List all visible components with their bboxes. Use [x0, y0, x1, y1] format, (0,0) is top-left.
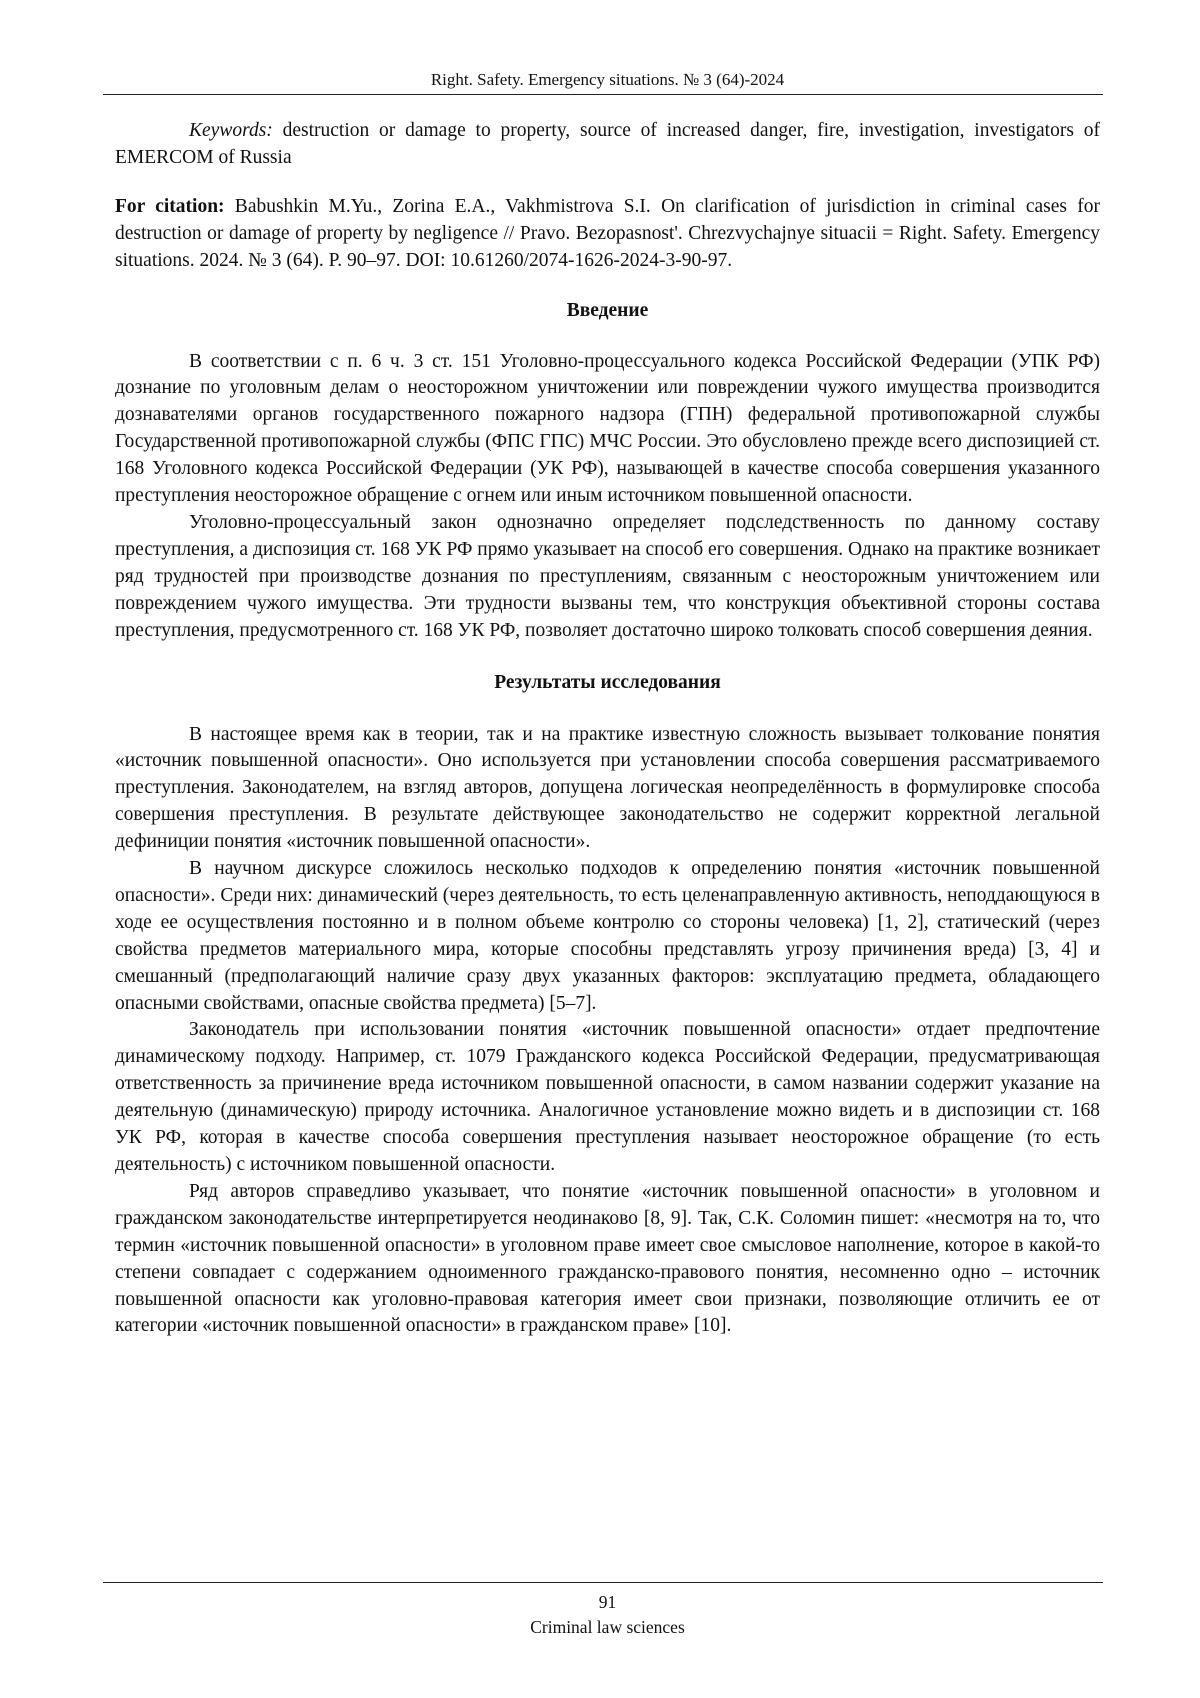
page-number: 91 [598, 1592, 617, 1612]
footer-rule [103, 1582, 1103, 1583]
footer-section-title: Criminal law sciences [530, 1617, 685, 1637]
paragraph: Законодатель при использовании понятия «источник повышенной опасности» отдает предпочтение динамическому подходу. Например, ст. 1079 Гражданского кодекса Российской Федерации, предусматривающая ответственность за причинение вреда источником повышенной опасности, в самом названии содержит указание на деятельную (динамическую) природу источника. Аналогичное установление можно видеть и в диспозиции ст. 168 УК РФ, которая в качестве способа совершения преступления называет неосторожное обращение (то есть деятельность) с источником повышенной опасности. [115, 1019, 1100, 1175]
keywords [115, 118, 1100, 172]
section-heading-intro: Введение [566, 299, 649, 321]
keywords-text: destruction or damage to property, source of increased danger, fire, investigation, investigators of EMERCOM of Russia [115, 120, 1100, 168]
section-heading-results: Результаты исследования [494, 671, 721, 693]
running-header: Right. Safety. Emergency situations. № 3 (64)-2024 [430, 70, 785, 89]
journal-page [115, 0, 1100, 1698]
citation-text: Babushkin M.Yu., Zorina E.A., Vakhmistrova S.I. On clarification of jurisdiction in criminal cases for destruction or damage of property by negligence // Pravo. Bezopasnost'. Chrezvychajnye situacii = Right. Safety. Emergency situations. 2024. № 3 (64). P. 90–97. DOI: 10.61260/2074-1626-2024-3-90-97. [115, 195, 1100, 271]
keywords-label: Keywords: [189, 120, 273, 141]
paragraph: В научном дискурсе сложилось несколько подходов к определению понятия «источник повышенной опасности». Среди них: динамический (через деятельность, то есть целенаправленную активность, неподдающуюся в ходе ее осуществления постоянно и в полном объеме контролю со стороны человека) [1, 2], статический (через свойства предметов материального мира, которые способны представлять угрозу причинения вреда) [3, 4] и смешанный (предполагающий наличие сразу двух указанных факторов: эксплуатацию предмета, обладающего опасными свойствами, опасные свойства предмета) [5–7]. [115, 858, 1100, 1014]
paragraph: Ряд авторов справедливо указывает, что понятие «источник повышенной опасности» в уголовном и гражданском законодательстве интерпретируется неодинаково [8, 9]. Так, С.К. Соломин пишет: «несмотря на то, что термин «источник повышенной опасности» в уголовном праве имеет свое смысловое наполнение, которое в какой-то степени совпадает с содержанием одноименного гражданско-правового понятия, несомненно одно – источник повышенной опасности как уголовно-правовая категория имеет свои признаки, позволяющие отличить ее от категории «источник повышенной опасности» в гражданском праве» [10]. [115, 1180, 1100, 1337]
citation-label: For citation: [115, 195, 225, 217]
citation [115, 194, 1100, 275]
header-rule [103, 94, 1103, 95]
paragraph: Уголовно-процессуальный закон однозначно определяет подследственность по данному составу преступления, а диспозиция ст. 168 УК РФ прямо указывает на способ его совершения. Однако на практике возникает ряд трудностей при производстве дознания по преступлениям, связанным с неосторожным уничтожением или повреждением чужого имущества. Эти трудности вызваны тем, что конструкция объективной стороны состава преступления, предусмотренного ст. 168 УК РФ, позволяет достаточно широко толковать способ совершения деяния. [115, 511, 1100, 641]
page-footer [115, 1590, 1100, 1640]
paragraph: В соответствии с п. 6 ч. 3 ст. 151 Уголовно-процессуального кодекса Российской Федерации (УПК РФ) дознание по уголовным делам о неосторожном уничтожении или повреждении чужого имущества производится дознавателями органов государственного пожарного надзора (ГПН) федеральной противопожарной службы Государственной противопожарной службы (ФПС ГПС) МЧС России. Это обусловлено прежде всего диспозицией ст. 168 Уголовного кодекса Российской Федерации (УК РФ), называющей в качестве способа совершения указанного преступления неосторожное обращение с огнем или иным источником повышенной опасности. [115, 350, 1100, 507]
paragraph: В настоящее время как в теории, так и на практике известную сложность вызывает толкование понятия «источник повышенной опасности». Оно используется при установлении способа совершения рассматриваемого преступления. Законодателем, на взгляд авторов, допущена логическая неопределённость в формулировке способа совершения преступления. В результате действующее законодательство не содержит корректной легальной дефиниции понятия «источник повышенной опасности». [115, 723, 1100, 853]
article-body [115, 118, 1100, 1340]
